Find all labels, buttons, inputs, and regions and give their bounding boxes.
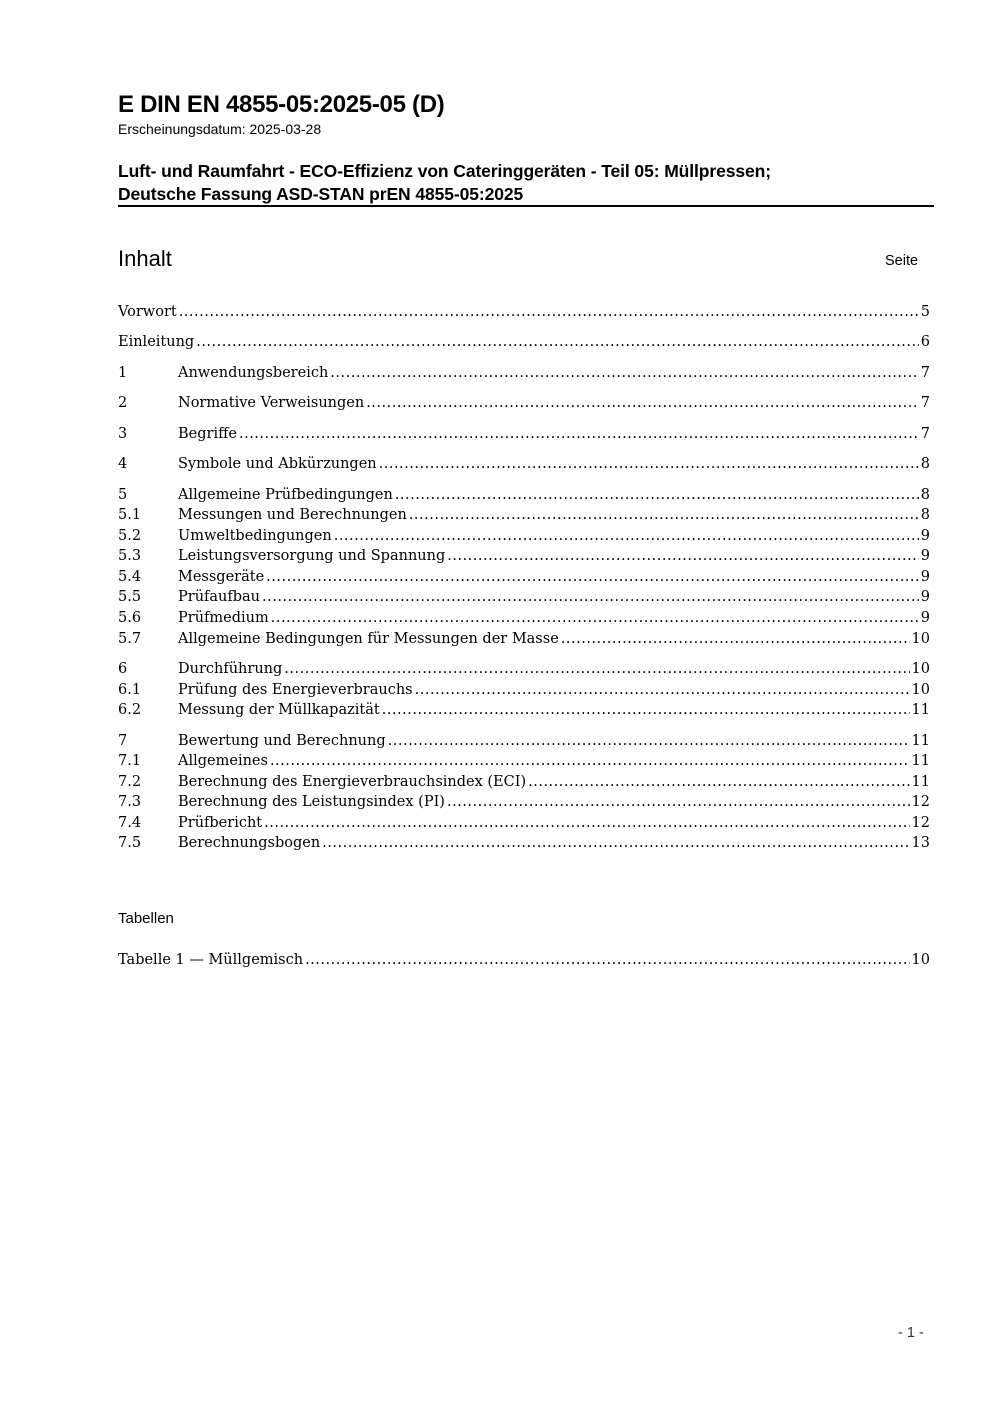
toc-entry[interactable] — [118, 751, 930, 771]
toc-entry-title: Prüfaufbau — [178, 589, 261, 605]
toc-entry-title: Einleitung — [118, 334, 195, 350]
toc-entry-title: Durchführung — [178, 661, 283, 677]
toc-entry-number: 7.5 — [118, 835, 142, 851]
toc-entry-page: 10 — [911, 682, 930, 698]
toc-entry-number: 7.2 — [118, 774, 142, 790]
toc-entry-number: 2 — [118, 395, 128, 411]
toc-entry-title: Allgemeine Prüfbedingungen — [178, 487, 393, 503]
toc-leader-dots — [561, 629, 910, 649]
toc-entry-page: 8 — [920, 456, 930, 472]
toc-entry-number: 7 — [118, 733, 128, 749]
toc-entry-page: 7 — [920, 365, 930, 381]
toc-entry-number: 7.4 — [118, 815, 142, 831]
toc-entry-page: 9 — [920, 548, 930, 564]
toc-leader-dots — [379, 454, 919, 474]
toc-entry[interactable] — [118, 659, 930, 679]
toc-entry-page: 13 — [911, 835, 930, 851]
toc-leader-dots — [270, 751, 910, 771]
toc-entry-page: 9 — [920, 589, 930, 605]
toc-entry-number: 5 — [118, 487, 128, 503]
toc-entry-number: 5.5 — [118, 589, 142, 605]
toc-entry-title: Prüfung des Energieverbrauchs — [178, 682, 413, 698]
toc-entry-page: 7 — [920, 426, 930, 442]
toc-entry-title: Begriffe — [178, 426, 237, 442]
toc-entry[interactable] — [118, 813, 930, 833]
toc-entry-number: 5.2 — [118, 528, 142, 544]
toc-entry-title: Berechnung des Energieverbrauchsindex (ECI) — [178, 774, 527, 790]
toc-entry-number: 6.1 — [118, 682, 142, 698]
toc-leader-dots — [262, 587, 919, 607]
subtitle-line-2: Deutsche Fassung ASD-STAN prEN 4855-05:2025 — [118, 184, 524, 204]
toc-entry[interactable] — [118, 587, 930, 607]
toc-entry-number: 5.6 — [118, 610, 142, 626]
toc-leader-dots — [447, 792, 910, 812]
toc-entry-title: Messungen und Berechnungen — [178, 507, 407, 523]
publication-date: Erscheinungsdatum: 2025-03-28 — [118, 121, 322, 137]
page-column-label: Seite — [885, 253, 919, 269]
toc-entry-page: 12 — [911, 815, 930, 831]
toc-entry[interactable] — [118, 485, 930, 505]
toc-entry-title: Berechnungsbogen — [178, 835, 321, 851]
toc-leader-dots — [366, 393, 919, 413]
toc-entry-page: 12 — [911, 794, 930, 810]
toc-entry-number: 6 — [118, 661, 128, 677]
toc-entry-page: 11 — [911, 774, 930, 790]
toc-heading: Inhalt — [118, 246, 172, 271]
toc-leader-dots — [179, 302, 919, 322]
toc-entry-title: Prüfbericht — [178, 815, 263, 831]
toc-entry-page: 9 — [920, 528, 930, 544]
toc-entry[interactable] — [118, 363, 930, 383]
toc-leader-dots — [447, 546, 919, 566]
toc-entry-title: Symbole und Abkürzungen — [178, 456, 377, 472]
table-list-entry[interactable] — [118, 950, 930, 970]
toc-entry[interactable] — [118, 772, 930, 792]
toc-entry-page: 8 — [920, 487, 930, 503]
toc-leader-dots — [264, 813, 909, 833]
toc-entry-page: 8 — [920, 507, 930, 523]
toc-entry-title: Messung der Müllkapazität — [178, 702, 380, 718]
toc-leader-dots — [271, 608, 919, 628]
toc-entry-title: Anwendungsbereich — [178, 365, 329, 381]
toc-entry-title: Allgemeine Bedingungen für Messungen der Masse — [178, 631, 559, 647]
toc-entry[interactable] — [118, 680, 930, 700]
toc-entry-number: 3 — [118, 426, 128, 442]
table-entry-page: 10 — [911, 952, 930, 968]
toc-entry-number: 5.1 — [118, 507, 142, 523]
toc-entry-number: 4 — [118, 456, 128, 472]
toc-entry-page: 9 — [920, 569, 930, 585]
toc-leader-dots — [266, 567, 919, 587]
toc-leader-dots — [334, 526, 919, 546]
toc-entry-page: 9 — [920, 610, 930, 626]
toc-entry[interactable] — [118, 567, 930, 587]
toc-entry-number: 7.1 — [118, 753, 142, 769]
toc-entry-title: Allgemeines — [178, 753, 268, 769]
toc-entry-page: 11 — [911, 702, 930, 718]
toc-entry-title: Messgeräte — [178, 569, 265, 585]
toc-entry-title: Berechnung des Leistungsindex (PI) — [178, 794, 445, 810]
toc-entry-title: Prüfmedium — [178, 610, 269, 626]
toc-leader-dots — [382, 700, 910, 720]
table-entry-title: Tabelle 1 — Müllgemisch — [118, 952, 304, 968]
toc-entry[interactable] — [118, 608, 930, 628]
toc-leader-dots — [388, 731, 910, 751]
toc-entry-title: Normative Verweisungen — [178, 395, 365, 411]
toc-leader-dots — [284, 659, 909, 679]
toc-leader-dots — [528, 772, 909, 792]
page-number: - 1 - — [898, 1325, 924, 1341]
toc-leader-dots — [305, 950, 909, 970]
toc-entry[interactable] — [118, 833, 930, 853]
toc-entry-page: 5 — [920, 304, 930, 320]
toc-entry-number: 5.4 — [118, 569, 142, 585]
toc-entry[interactable] — [118, 302, 930, 322]
toc-entry-page: 11 — [911, 753, 930, 769]
subtitle-line-1: Luft- und Raumfahrt - ECO-Effizienz von Cateringgeräten - Teil 05: Müllpressen; — [118, 161, 771, 181]
toc-entry[interactable] — [118, 505, 930, 525]
toc-entry[interactable] — [118, 546, 930, 566]
table-of-contents — [118, 0, 930, 1403]
toc-entry[interactable] — [118, 731, 930, 751]
toc-leader-dots — [330, 363, 918, 383]
toc-entry[interactable] — [118, 792, 930, 812]
toc-entry-number: 5.3 — [118, 548, 142, 564]
toc-entry-number: 5.7 — [118, 631, 142, 647]
toc-leader-dots — [415, 680, 910, 700]
document-title: E DIN EN 4855-05:2025-05 (D) — [118, 91, 445, 118]
toc-leader-dots — [322, 833, 909, 853]
toc-entry-page: 7 — [920, 395, 930, 411]
tables-heading: Tabellen — [118, 910, 174, 927]
toc-leader-dots — [239, 424, 919, 444]
toc-entry-number: 7.3 — [118, 794, 142, 810]
toc-entry-page: 10 — [911, 661, 930, 677]
toc-entry-page: 11 — [911, 733, 930, 749]
toc-entry-title: Umweltbedingungen — [178, 528, 332, 544]
toc-leader-dots — [409, 505, 919, 525]
toc-entry-title: Leistungsversorgung und Spannung — [178, 548, 446, 564]
toc-entry-title: Bewertung und Berechnung — [178, 733, 386, 749]
toc-entry[interactable] — [118, 526, 930, 546]
toc-entry-number: 6.2 — [118, 702, 142, 718]
toc-entry[interactable] — [118, 424, 930, 444]
toc-entry[interactable] — [118, 700, 930, 720]
toc-entry[interactable] — [118, 332, 930, 352]
toc-entry-number: 1 — [118, 365, 128, 381]
toc-entry-title: Vorwort — [118, 304, 177, 320]
toc-entry[interactable] — [118, 454, 930, 474]
toc-leader-dots — [196, 332, 919, 352]
toc-entry-page: 6 — [920, 334, 930, 350]
toc-leader-dots — [395, 485, 919, 505]
toc-entry[interactable] — [118, 393, 930, 413]
toc-entry-page: 10 — [911, 631, 930, 647]
toc-entry[interactable] — [118, 629, 930, 649]
